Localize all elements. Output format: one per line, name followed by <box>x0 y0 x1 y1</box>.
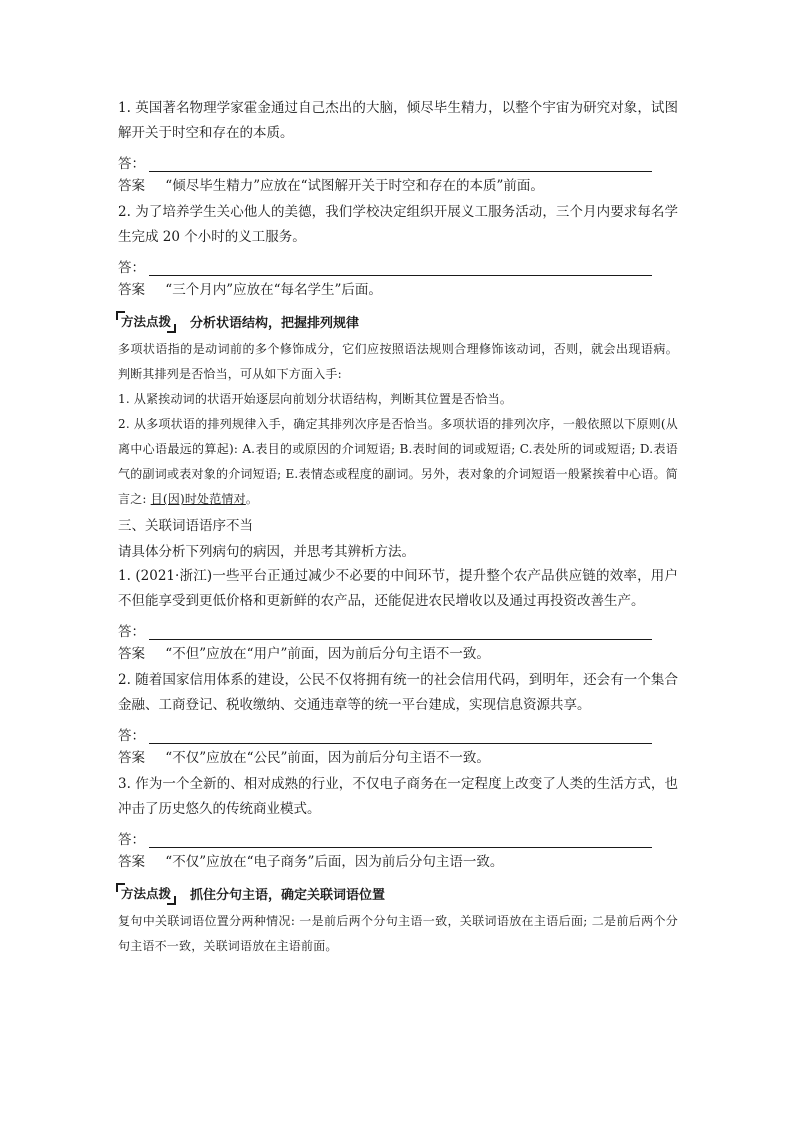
answer-line-1 <box>118 146 678 172</box>
method-badge: 方法点拨 <box>116 885 176 903</box>
section-instruction: 请具体分析下列病句的病因，并思考其辨析方法。 <box>118 544 415 560</box>
answer-key-3-3 <box>118 848 678 876</box>
method-text-end: 。 <box>245 492 259 506</box>
method-text: 2. 从多项状语的排列规律入手，确定其排列次序是否恰当。多项状语的排列次序，一般依照以下原则(从离中心语最远的算起): A.表目的或原因的介词短语; B.表时间的词或短语; C.表处所的词或短语; D.表语气的副词或表对象的介词短语; E.表情态或程度的副词。另外，表对象的介词短语一般紧挨着中心语。简言之: <box>118 417 678 506</box>
answer-key-label: 答案 <box>118 646 145 662</box>
section-heading: 三、关联词语语序不当 <box>118 518 253 534</box>
answer-label: 答： <box>118 156 145 172</box>
answer-key-text: “不仅”应放在“公民”前面，因为前后分句主语不一致。 <box>165 750 490 766</box>
answer-label: 答： <box>118 832 145 848</box>
method-paragraph <box>118 412 678 512</box>
document-content <box>118 96 678 959</box>
method-paragraph: 复句中关联词语位置分两种情况: 一是前后两个分句主语一致，关联词语放在主语后面; 二是前后两个分句主语不一致，关联词语放在主语前面。 <box>118 914 678 953</box>
method-title: 抓住分句主语，确定关联词语位置 <box>190 888 386 903</box>
question-1: 1. 英国著名物理学家霍金通过自己杰出的大脑，倾尽毕生精力，以整个宇宙为研究对象，试图解开关于时空和存在的本质。 <box>118 100 678 141</box>
answer-key-text: “不仅”应放在“电子商务”后面，因为前后分句主语一致。 <box>165 854 504 870</box>
answer-line-3-2 <box>118 718 678 744</box>
answer-line-3-1 <box>118 614 678 640</box>
question-3-1: 1. (2021·浙江)一些平台正通过减少不必要的中间环节，提升整个农产品供应链的效率，用户不但能享受到更低价格和更新鲜的农产品，还能促进农民增收以及通过再投资改善生产。 <box>118 568 678 609</box>
method-paragraph: 多项状语指的是动词前的多个修饰成分，它们应按照语法规则合理修饰该动词，否则，就会出现语病。判断其排列是否恰当，可从如下方面入手: <box>118 342 678 381</box>
answer-key-text: “三个月内”应放在“每名学生”后面。 <box>165 282 382 298</box>
answer-key-2 <box>118 276 678 304</box>
answer-line-2 <box>118 250 678 276</box>
answer-key-label: 答案 <box>118 854 145 870</box>
answer-label: 答： <box>118 260 145 276</box>
question-3-3: 3. 作为一个全新的、相对成熟的行业，不仅电子商务在一定程度上改变了人类的生活方式，也冲击了历史悠久的传统商业模式。 <box>118 776 678 817</box>
answer-blank[interactable] <box>149 261 652 276</box>
answer-key-text: “倾尽毕生精力”应放在“试图解开关于时空和存在的本质”前面。 <box>165 178 544 194</box>
method-badge: 方法点拨 <box>116 313 176 331</box>
answer-key-label: 答案 <box>118 282 145 298</box>
answer-blank[interactable] <box>149 157 652 172</box>
answer-key-label: 答案 <box>118 178 145 194</box>
method-title: 分析状语结构，把握排列规律 <box>190 316 360 331</box>
method-tip-header-2 <box>116 884 678 903</box>
answer-label: 答： <box>118 624 145 640</box>
answer-blank[interactable] <box>149 833 652 848</box>
answer-label: 答： <box>118 728 145 744</box>
question-2: 2. 为了培养学生关心他人的美德，我们学校决定组织开展义工服务活动，三个月内要求每名学生完成 20 个小时的义工服务。 <box>118 204 678 245</box>
answer-blank[interactable] <box>149 729 652 744</box>
answer-line-3-3 <box>118 822 678 848</box>
method-paragraph: 1. 从紧挨动词的状语开始逐层向前划分状语结构，判断其位置是否恰当。 <box>118 392 513 406</box>
method-tip-header-1 <box>116 312 678 331</box>
answer-key-label: 答案 <box>118 750 145 766</box>
answer-blank[interactable] <box>149 625 652 640</box>
answer-key-1 <box>118 172 678 200</box>
answer-key-text: “不但”应放在“用户”前面，因为前后分句主语不一致。 <box>165 646 490 662</box>
answer-key-3-1 <box>118 640 678 668</box>
question-3-2: 2. 随着国家信用体系的建设，公民不仅将拥有统一的社会信用代码，到明年，还会有一个集合金融、工商登记、税收缴纳、交通违章等的统一平台建成，实现信息资源共享。 <box>118 672 678 713</box>
answer-key-3-2 <box>118 744 678 772</box>
mnemonic-underlined: 目(因)时处范情对 <box>150 492 246 506</box>
